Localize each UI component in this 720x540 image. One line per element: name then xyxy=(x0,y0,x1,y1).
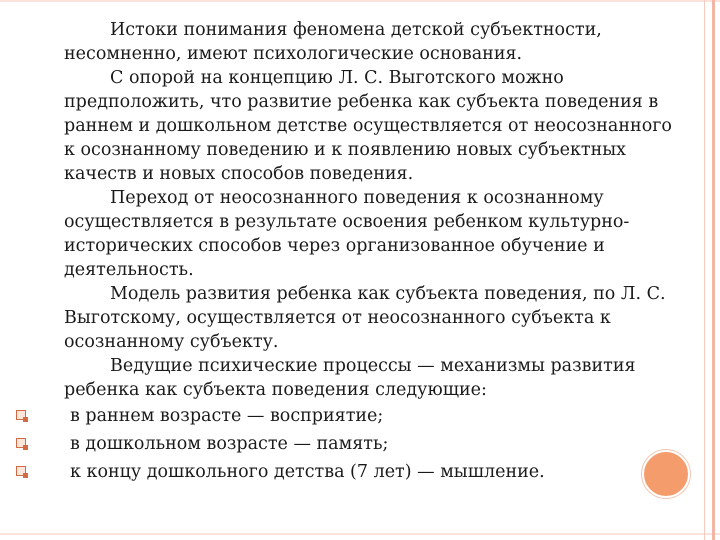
paragraph-leading-processes: Ведущие психические процессы — механизмы развития ребенка как субъекта поведения следующие: xyxy=(64,356,636,400)
paragraph-development-model: Модель развития ребенка как субъекта поведения, по Л. С. Выготскому, осуществляется от неосознанного субъекта к осознанному субъекту. xyxy=(64,284,666,352)
decorative-circle xyxy=(642,450,690,498)
list-item-text: в раннем возрасте — восприятие; xyxy=(70,406,384,426)
frame-bottom-line xyxy=(0,533,720,535)
list-item-text: в дошкольном возрасте — память; xyxy=(70,434,389,454)
list-item xyxy=(0,458,700,486)
frame-top-line xyxy=(0,0,720,2)
list-item xyxy=(0,402,700,430)
frame-right-outer-line xyxy=(712,0,715,540)
paragraph-origins: Истоки понимания феномена детской субъектности, несомненно, имеют психологические основания. xyxy=(64,20,602,64)
frame-right-inner-line xyxy=(704,0,705,540)
list-item xyxy=(0,430,700,458)
square-bullet-icon xyxy=(16,438,26,448)
slide-body xyxy=(0,18,700,486)
bullet-list xyxy=(0,402,700,486)
paragraph-vygotsky-concept: С опорой на концепцию Л. С. Выготского можно предположить, что развитие ребенка как субъекта поведения в раннем и дошкольном детстве осуществляется от неосознанного к осознанному поведению и к появлению новых субъектных качеств и новых способов поведения. xyxy=(64,68,672,184)
list-item-text: к концу дошкольного детства (7 лет) — мышление. xyxy=(70,462,545,482)
square-bullet-icon xyxy=(16,466,26,476)
paragraph-transition: Переход от неосознанного поведения к осознанному осуществляется в результате освоения ребенком культурно-исторических способов через организованное обучение и деятельность. xyxy=(64,188,630,280)
square-bullet-icon xyxy=(16,410,26,420)
